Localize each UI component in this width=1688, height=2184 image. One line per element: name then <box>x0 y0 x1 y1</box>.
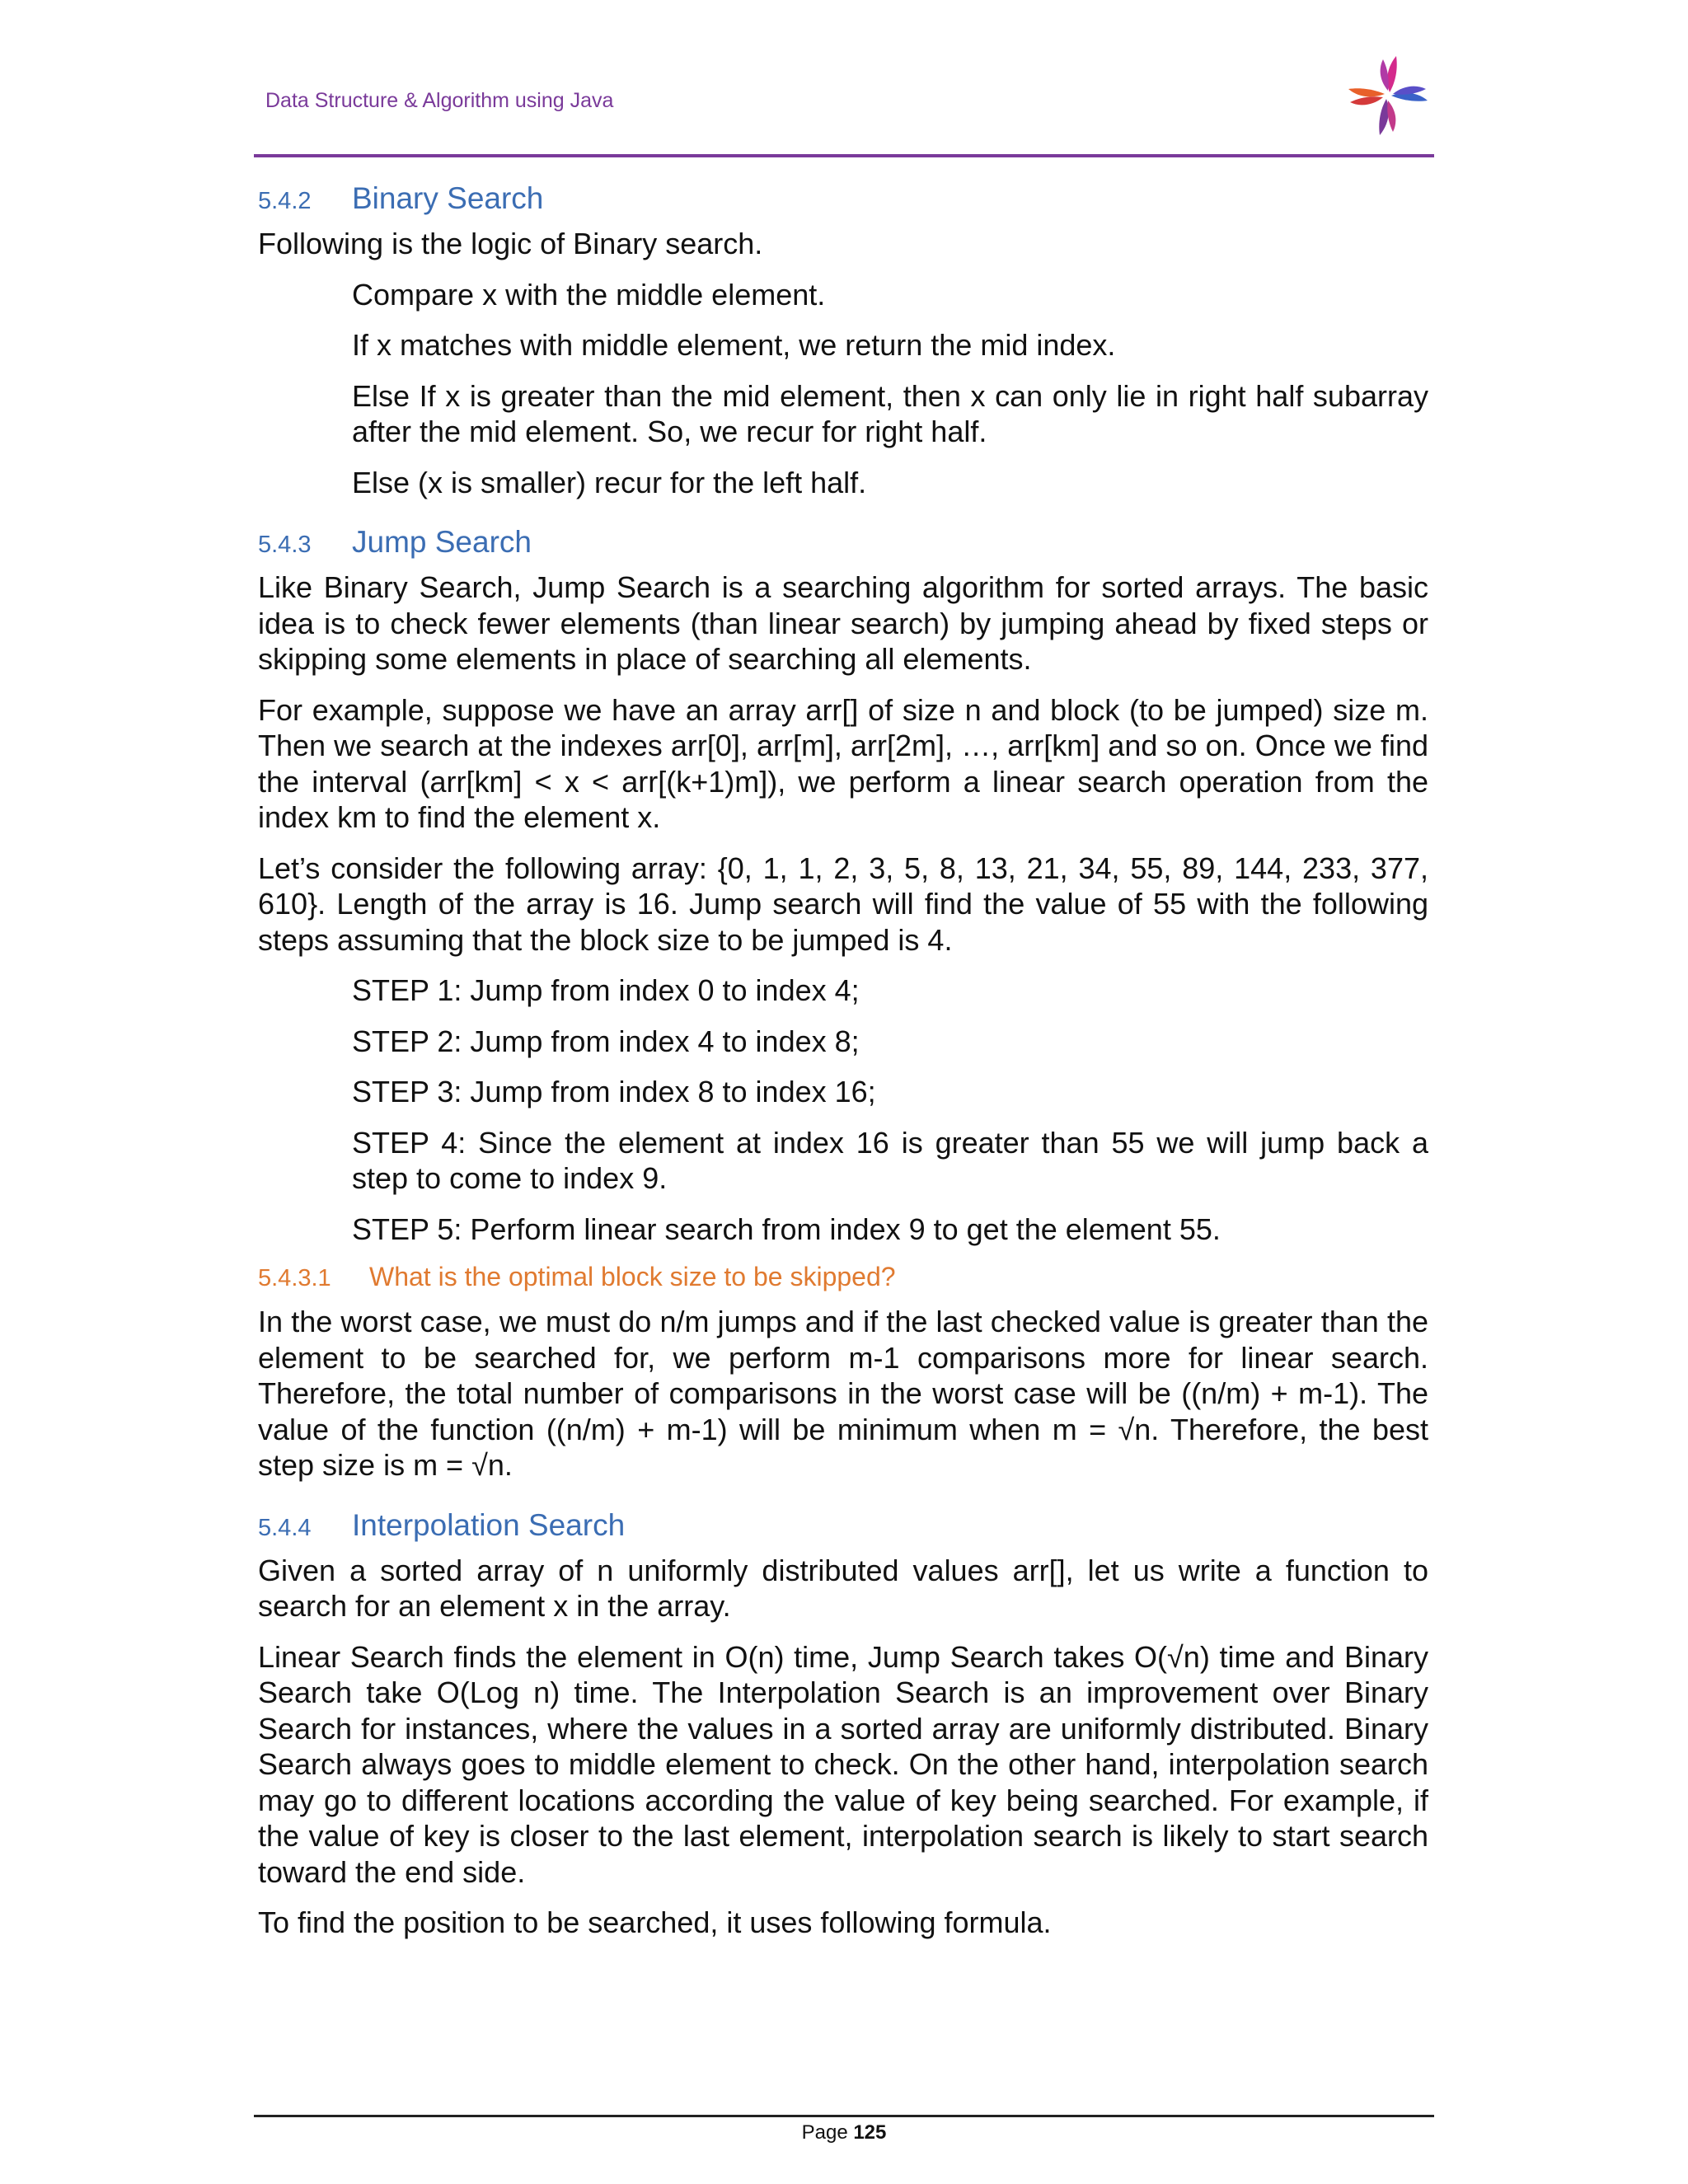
list-item: If x matches with middle element, we return the mid index. <box>352 328 1116 362</box>
list-item: Else If x is greater than the mid element, then x can only lie in right half subarray after the mid element. So, we recur for right half. <box>352 378 1428 448</box>
list-item: STEP 1: Jump from index 0 to index 4; <box>352 973 860 1007</box>
paragraph: Like Binary Search, Jump Search is a searching algorithm for sorted arrays. The basic idea is to check fewer elements (than linear search) by jumping ahead by fixed steps or skipping some elements in place of searching all elements. <box>258 570 1428 676</box>
section-number: 5.4.3 <box>258 532 312 558</box>
page-footer <box>0 2121 1688 2144</box>
list-item: STEP 3: Jump from index 8 to index 16; <box>352 1075 876 1108</box>
subsection-heading-optimal-block-size <box>258 1262 1428 1292</box>
list-item: STEP 2: Jump from index 4 to index 8; <box>352 1024 860 1058</box>
section-number: 5.4.2 <box>258 188 312 214</box>
paragraph: Linear Search finds the element in O(n) time, Jump Search takes O(√n) time and Binary Search take O(Log n) time. The Interpolation Search is an improvement over Binary Search for instances, where the values in a sorted array are uniformly distributed. Binary Search always goes to middle element to check. On the other hand, interpolation search may go to different locations according the value of key being searched. For example, if the value of key is closer to the last element, interpolation search is likely to start search toward the end side. <box>258 1639 1428 1889</box>
section-title: Interpolation Search <box>352 1507 626 1542</box>
paragraph: For example, suppose we have an array arr[] of size n and block (to be jumped) size m. Then we search at the indexes arr[0], arr[m], arr[2m], …, arr[km] and so on. Once we find the interval (arr[km] < x < arr[(k+1)m]), we perform a linear search operation from the index km to find the element x. <box>258 692 1428 834</box>
paragraph: Let’s consider the following array: {0, 1, 1, 2, 3, 5, 8, 13, 21, 34, 55, 89, 144, 233, 377, 610}. Length of the array is 16. Jump search will find the value of 55 with the following steps assuming that the block size to be jumped is 4. <box>258 851 1428 957</box>
section-heading-interpolation-search <box>258 1508 1428 1543</box>
section-heading-binary-search <box>258 181 1428 216</box>
section-heading-jump-search <box>258 525 1428 560</box>
paragraph: Given a sorted array of n uniformly distributed values arr[], let us write a function to search for an element x in the array. <box>258 1553 1428 1623</box>
list-item: Else (x is smaller) recur for the left half. <box>352 465 867 499</box>
section-title: Binary Search <box>352 181 544 215</box>
section-title: Jump Search <box>352 525 532 559</box>
list-item: Compare x with the middle element. <box>352 277 826 312</box>
footer-divider <box>254 2115 1434 2117</box>
list-item: STEP 4: Since the element at index 16 is greater than 55 we will jump back a step to come to index 9. <box>352 1125 1428 1195</box>
page-label: Page <box>801 2121 854 2144</box>
section-number: 5.4.4 <box>258 1514 312 1541</box>
page-content <box>258 181 1428 1956</box>
paragraph: To find the position to be searched, it uses following formula. <box>258 1905 1052 1939</box>
header-divider <box>254 154 1434 157</box>
running-header-title: Data Structure & Algorithm using Java <box>265 89 614 112</box>
paragraph: In the worst case, we must do n/m jumps and if the last checked value is greater than the element to be searched for, we perform m-1 comparisons more for linear search. Therefore, the total number of comparisons in the worst case will be ((n/m) + m-1). The value of the function ((n/m) + m-1) will be minimum when m = √n. Therefore, the best step size is m = √n. <box>258 1305 1428 1482</box>
paragraph: Following is the logic of Binary search. <box>258 227 763 260</box>
pinwheel-logo-icon <box>1342 51 1434 138</box>
subsection-title: What is the optimal block size to be skipped? <box>369 1262 896 1291</box>
subsection-number: 5.4.3.1 <box>258 1265 331 1291</box>
list-item: STEP 5: Perform linear search from index 9 to get the element 55. <box>352 1212 1221 1246</box>
page-number: 125 <box>853 2121 887 2144</box>
